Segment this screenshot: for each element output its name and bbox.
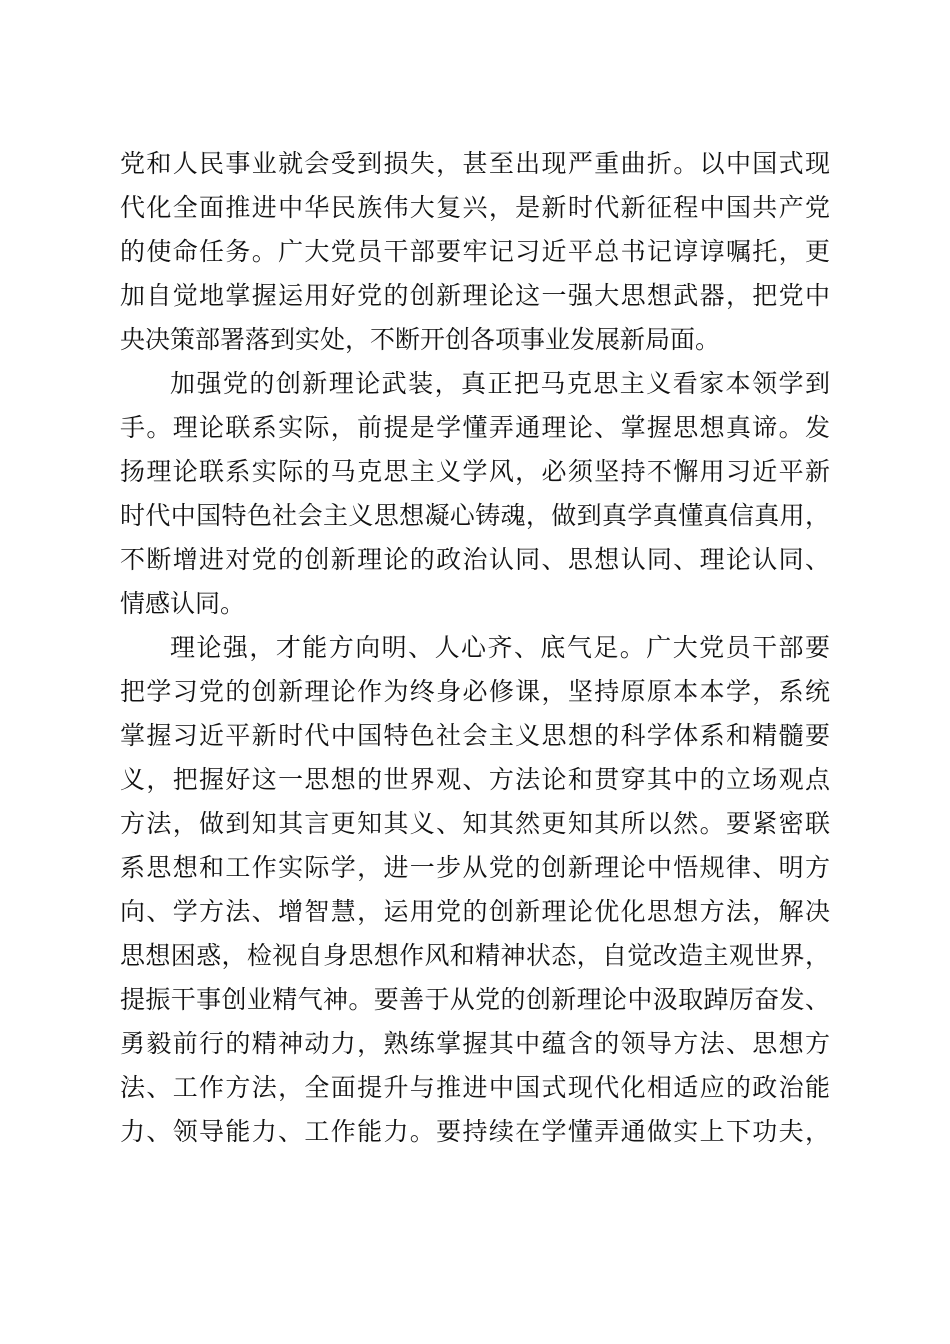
text-line: 提振干事创业精气神。要善于从党的创新理论中汲取踔厉奋发、 bbox=[120, 985, 830, 1014]
paragraph bbox=[120, 626, 830, 1154]
text-line: 不断增进对党的创新理论的政治认同、思想认同、理论认同、 bbox=[120, 545, 830, 574]
text-line: 情感认同。 bbox=[120, 589, 246, 618]
text-line: 加强党的创新理论武装，真正把马克思主义看家本领学到 bbox=[170, 369, 830, 398]
text-line: 思想困惑，检视自身思想作风和精神状态，自觉改造主观世界， bbox=[120, 941, 830, 970]
text-line: 法、工作方法，全面提升与推进中国式现代化相适应的政治能 bbox=[120, 1073, 830, 1102]
paragraph bbox=[120, 362, 830, 626]
text-line: 手。理论联系实际，前提是学懂弄通理论、掌握思想真谛。发 bbox=[120, 413, 830, 442]
text-line: 向、学方法、增智慧，运用党的创新理论优化思想方法，解决 bbox=[120, 897, 830, 926]
text-line: 义，把握好这一思想的世界观、方法论和贯穿其中的立场观点 bbox=[120, 765, 830, 794]
text-line: 理论强，才能方向明、人心齐、底气足。广大党员干部要 bbox=[170, 633, 830, 662]
text-line: 把学习党的创新理论作为终身必修课，坚持原原本本学，系统 bbox=[120, 677, 830, 706]
document-body bbox=[120, 142, 830, 1154]
text-line: 央决策部署落到实处，不断开创各项事业发展新局面。 bbox=[120, 325, 721, 354]
text-line: 党和人民事业就会受到损失，甚至出现严重曲折。以中国式现 bbox=[120, 149, 830, 178]
text-line: 力、领导能力、工作能力。要持续在学懂弄通做实上下功夫， bbox=[120, 1117, 830, 1146]
text-line: 扬理论联系实际的马克思主义学风，必须坚持不懈用习近平新 bbox=[120, 457, 830, 486]
text-line: 加自觉地掌握运用好党的创新理论这一强大思想武器，把党中 bbox=[120, 281, 830, 310]
text-line: 时代中国特色社会主义思想凝心铸魂，做到真学真懂真信真用， bbox=[120, 501, 830, 530]
text-line: 掌握习近平新时代中国特色社会主义思想的科学体系和精髓要 bbox=[120, 721, 830, 750]
text-line: 系思想和工作实际学，进一步从党的创新理论中悟规律、明方 bbox=[120, 853, 830, 882]
text-line: 方法，做到知其言更知其义、知其然更知其所以然。要紧密联 bbox=[120, 809, 830, 838]
text-line: 勇毅前行的精神动力，熟练掌握其中蕴含的领导方法、思想方 bbox=[120, 1029, 830, 1058]
text-line: 代化全面推进中华民族伟大复兴，是新时代新征程中国共产党 bbox=[120, 193, 830, 222]
paragraph bbox=[120, 142, 830, 362]
text-line: 的使命任务。广大党员干部要牢记习近平总书记谆谆嘱托，更 bbox=[120, 237, 830, 266]
